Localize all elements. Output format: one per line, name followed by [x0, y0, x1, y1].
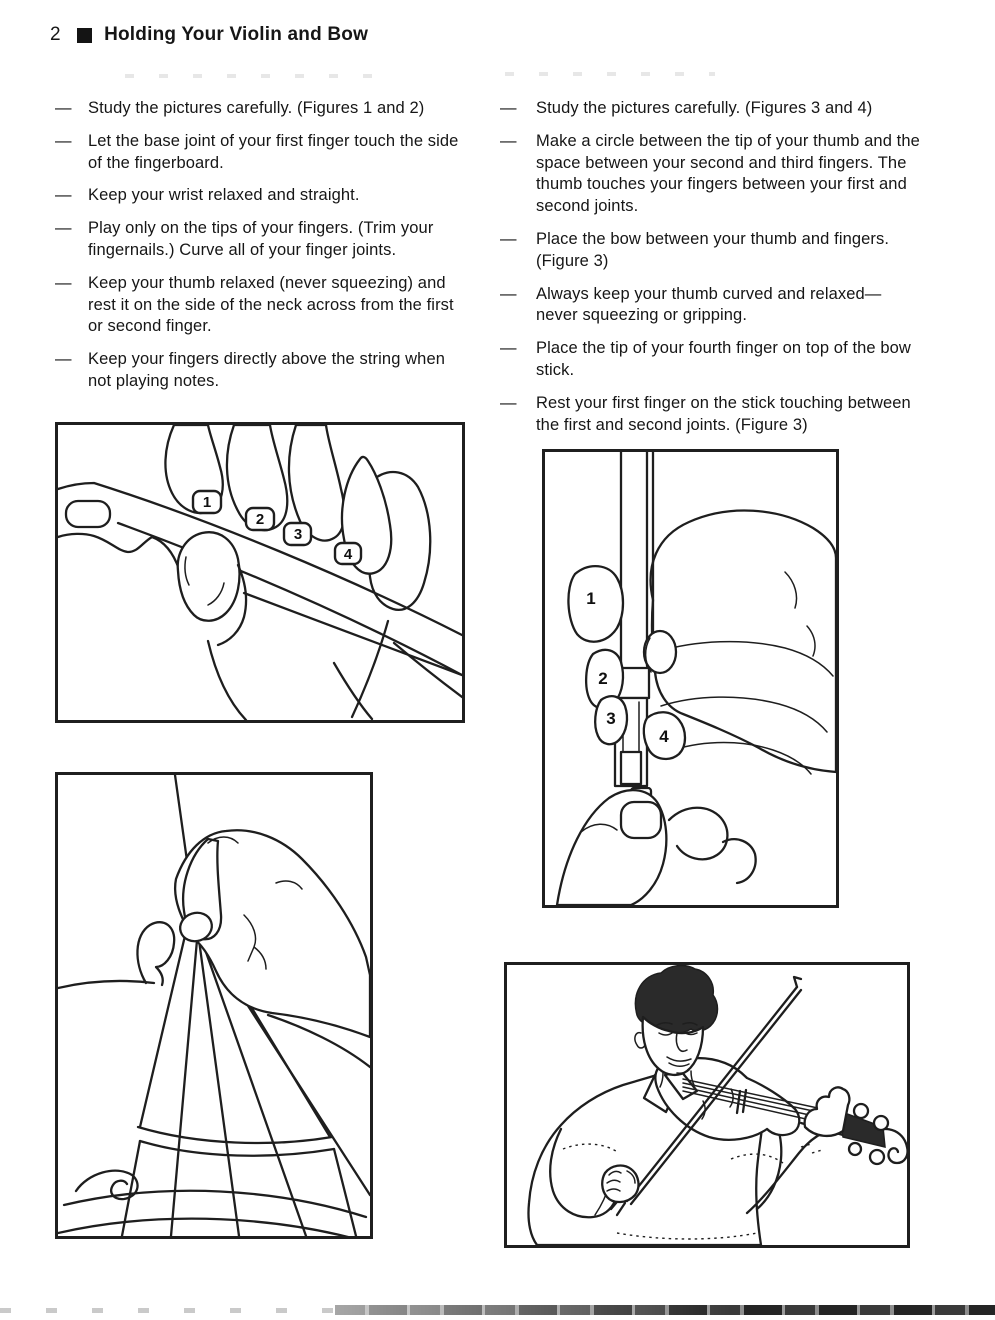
instruction-item: [500, 131, 922, 218]
peg-slot: [66, 501, 110, 527]
left-hand-knuckles: [805, 1087, 850, 1136]
scan-noise: [125, 74, 375, 78]
finger-4-label: 4: [659, 727, 669, 746]
instruction-text: Keep your fingers directly above the string when not playing notes.: [88, 350, 445, 390]
figure-1-drawing: [58, 425, 462, 720]
scroll: [885, 1129, 907, 1163]
instruction-item: [500, 284, 922, 328]
finger-3-label: 3: [606, 709, 616, 728]
frog-pearl-slide: [621, 752, 641, 784]
peg-3: [849, 1143, 861, 1155]
bullet-dash: —: [55, 186, 72, 205]
scan-noise: [505, 72, 715, 76]
instruction-text: Make a circle between the tip of your thumb and the space between your second and third fingers. The thumb touches your fingers between your first and second joints.: [536, 131, 920, 216]
bow-stick: [621, 452, 653, 666]
peg-1: [854, 1104, 868, 1118]
thumb: [178, 532, 240, 621]
instruction-item: [500, 393, 922, 437]
edge-extension-right: [334, 1149, 356, 1236]
page-header: [50, 24, 368, 46]
arm-edge: [58, 981, 154, 988]
figure-2-finger-pressing-string: [55, 772, 373, 1239]
finger-1-label: 1: [202, 494, 212, 511]
instruction-text: Study the pictures carefully. (Figures 1 and 2): [88, 99, 425, 117]
instruction-text: Always keep your thumb curved and relaxed—never squeezing or gripping.: [536, 284, 882, 325]
scan-artifact-right: [335, 1305, 995, 1315]
curled-finger-2: [723, 839, 756, 883]
instruction-item: [500, 338, 922, 382]
finger-3-label: 3: [293, 526, 303, 543]
bullet-dash: —: [500, 339, 517, 358]
thumbnail: [621, 802, 661, 838]
instruction-text: Place the tip of your fourth finger on top of the bow stick.: [536, 339, 911, 379]
bullet-dash: —: [55, 99, 72, 117]
instruction-item: [55, 131, 460, 175]
instruction-text: Let the base joint of your first finger touch the side of the fingerboard.: [88, 131, 459, 172]
scan-artifact-left: [0, 1308, 335, 1313]
page-title: Holding Your Violin and Bow: [104, 24, 369, 45]
body-curve-lower: [58, 1219, 370, 1236]
figure-1-left-hand-on-violin-neck: [55, 422, 465, 723]
left-instruction-column: [55, 98, 460, 404]
body-edge: [334, 663, 372, 719]
figure-2-drawing: [58, 775, 370, 1236]
thumb-knuckle: [137, 922, 174, 985]
bullet-dash: —: [500, 99, 517, 117]
instruction-item: [55, 349, 460, 393]
wrist-edge: [208, 641, 246, 720]
bow-tip: [794, 977, 801, 987]
instruction-text: Keep your wrist relaxed and straight.: [88, 186, 360, 205]
finger-1-label: 1: [586, 589, 596, 608]
figure-4-drawing: [507, 965, 907, 1245]
instruction-item: [55, 273, 460, 338]
bullet-dash: —: [500, 229, 517, 248]
fingerboard-end-upper: [138, 1127, 332, 1143]
finger-4-label: 4: [343, 546, 353, 563]
finger-2-label: 2: [255, 511, 265, 528]
bullet-dash: —: [55, 219, 72, 238]
body-curve-upper: [64, 1191, 366, 1217]
bullet-dash: —: [55, 131, 72, 150]
bullet-dash: —: [500, 131, 517, 150]
page-number: 2: [50, 24, 62, 45]
instruction-item: [500, 98, 922, 120]
neck-underside: [244, 593, 462, 675]
bullet-dash: —: [500, 284, 517, 303]
instruction-item: [55, 185, 460, 207]
instruction-text: Study the pictures carefully. (Figures 3 and 4): [536, 99, 873, 117]
bow-hand: [602, 1166, 638, 1203]
instruction-text: Rest your first finger on the stick touching between the first and second joints. (Figure 3): [536, 393, 911, 434]
curled-finger-1: [669, 808, 727, 860]
bullet-dash: —: [55, 273, 72, 292]
fingerboard-left-edge: [140, 923, 188, 1127]
peg-4: [870, 1150, 884, 1164]
bullet-dash: —: [500, 393, 517, 412]
instruction-text: Place the bow between your thumb and fingers. (Figure 3): [536, 229, 890, 270]
instruction-item: [55, 98, 460, 120]
instruction-text: Keep your thumb relaxed (never squeezing) and rest it on the side of the neck across from the first or second finger.: [88, 273, 454, 336]
figure-3-bow-hold: [542, 449, 839, 908]
figure-3-drawing: [545, 452, 836, 905]
finger-2-label: 2: [598, 669, 608, 688]
instruction-item: [55, 218, 460, 262]
instruction-item: [500, 229, 922, 273]
instruction-text: Play only on the tips of your fingers. (Trim your fingernails.) Curve all of your finger joints.: [88, 219, 434, 259]
right-instruction-column: [500, 98, 922, 447]
section-square-icon: [77, 28, 92, 43]
bullet-dash: —: [55, 350, 72, 369]
figure-4-student-playing-violin: [504, 962, 910, 1248]
